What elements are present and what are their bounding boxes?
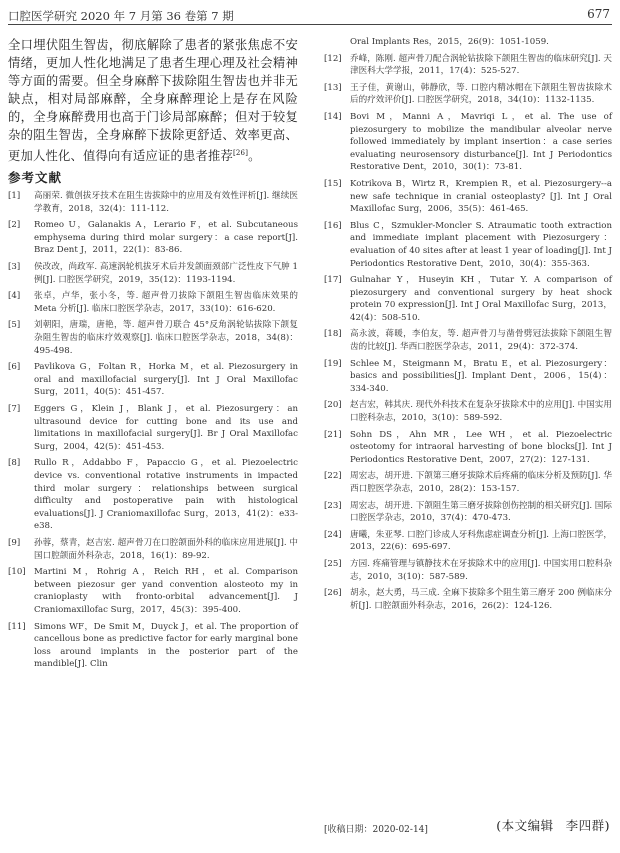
reference-number: [18]	[324, 329, 342, 340]
reference-number: [7]	[8, 404, 21, 414]
left-column	[8, 36, 298, 675]
reference-number: [26]	[324, 588, 342, 599]
references-list-left	[8, 190, 298, 671]
reference-item	[8, 319, 298, 357]
references-heading: 参考文献	[8, 170, 63, 186]
reference-text: 高永波，蒋暖，李伯友，等. 超声骨刀与凿骨劈冠法拔除下颌阻生智齿的比较[J]. 华西口腔医学杂志，2011，29(4)：372-374.	[350, 329, 612, 353]
reference-number: [15]	[324, 178, 342, 189]
reference-text: 方园. 疼痛管理与镇静技术在牙拔除术中的应用[J]. 中国实用口腔科杂志，2010，3(10)：587-589.	[350, 558, 612, 582]
reference-number: [14]	[324, 111, 342, 122]
reference-text: Martini M，Rohrig A，Reich RH，et al. Comparison between piezosur ger yand convention alosteoto my in cranioplasty with fronto-orbital advancement[J]. J Craniomaxillofac Surg，2017，45(3)：395-400.	[34, 567, 298, 615]
reference-number: [24]	[324, 529, 342, 540]
editor-label: (本文编辑	[496, 818, 554, 833]
reference-text: Romeo U，Galanakis A，Lerario F，et al. Subcutaneous emphysema during third molar surgery：a case report[J]. Braz Dent J，2011，22(1)：83-86.	[34, 220, 298, 256]
page-number: 677	[587, 7, 610, 21]
reference-item	[324, 529, 612, 554]
reference-item	[8, 190, 298, 215]
reference-text: Pavlikova G，Foltan R，Horka M，et al. Piezosurgery in oral and maxillofacial surgery[J]. Int J Oral Maxillofac Surg，2011，40(5)：451-457.	[34, 362, 298, 398]
reference-text: Blus C，Szmukler-Moncler S. Atraumatic tooth extraction and immediate implant placement with Piezosurgery：evaluation of 40 sites after at least 1 year of loading[J]. Int J Periodontics Restorative Dent，2010，30(4)：355-363.	[350, 220, 612, 269]
reference-item	[8, 290, 298, 315]
reference-number: [21]	[324, 429, 342, 440]
reference-number: [10]	[8, 567, 26, 578]
reference-text: 王子佳，黄谢山，韩静欣，等. 口腔内精冰帽在下颌阻生智齿拔除术后的疗效评价[J]. 口腔医学研究，2018，34(10)：1132-1135.	[350, 82, 612, 106]
reference-item	[8, 537, 298, 562]
reference-item	[8, 621, 298, 671]
editor-credit	[484, 816, 610, 834]
reference-text: Oral Implants Res，2015，26(9)：1051-1059.	[350, 37, 549, 47]
reference-number: [22]	[324, 471, 342, 482]
reference-number: [17]	[324, 275, 342, 286]
reference-number: [11]	[8, 621, 26, 632]
reference-text: 乔峰，陈刚. 超声骨刀配合涡轮钻拔除下颌阻生智齿的临床研究[J]. 天津医科大学学报，2011，17(4)：525-527.	[350, 53, 612, 77]
body-paragraph: 全口埋伏阻生智齿，彻底解除了患者的紧张焦虑不安情绪，更加人性化地满足了患者生理心理及社会精神等方面的需要。但全身麻醉下拔除阻生智齿也并非无缺点，相对局部麻醉，全身麻醉理论上是存在风险的，全身麻醉费用也高于门诊局部麻醉；但对于较复杂的阻生智齿，全身麻醉下拔除更舒适、效率更高、更加人性化、值得向有适应证的患者推荐[26]。	[8, 38, 298, 164]
reference-item	[8, 261, 298, 286]
reference-number: [19]	[324, 358, 342, 369]
reference-text: Kotrikova B，Wirtz R，Krempien R，et al. Piezosurgery--a new safe technique in cranial osteoplasty? [J]. Int J Oral Maxillofac Surg，2006，35(5)：461-465.	[350, 178, 612, 215]
reference-item	[8, 566, 298, 616]
received-date: [收稿日期：2020-02-14]	[324, 825, 428, 835]
reference-number: [16]	[324, 220, 342, 231]
reference-item	[324, 82, 612, 107]
reference-number: [6]	[8, 362, 21, 373]
reference-text: 唐曦，朱亚琴. 口腔门诊成人牙科焦虑症调查分析[J]. 上海口腔医学，2013，22(6)：695-697.	[350, 529, 612, 553]
reference-item	[8, 361, 298, 399]
reference-text: 刘朝阳，唐瑞，唐艳，等. 超声骨刀联合 45°反角涡轮钻拔除下颌复杂阻生智齿的临床疗效观察[J]. 临床口腔医学杂志，2018，34(8)：495-498.	[34, 320, 298, 356]
reference-text: Rullo R，Addabbo F，Papaccio G，et al. Piezoelectric device vs. conventional rotative instruments in impacted third molar surgery：relationships between surgical difficulty and postoperative pain with histological evaluations[J]. J Craniomaxillofac Surg，2013，41(2)：e33-e38.	[34, 458, 298, 532]
reference-item	[8, 219, 298, 257]
reference-text: Simons WF，De Smit M，Duyck J，et al. The proportion of cancellous bone as predictive factor for early marginal bone loss around implants in the posterior part of the mandible[J]. Clin	[34, 621, 298, 670]
reference-text: 周宏志，胡开进. 下颌阻生第三磨牙拔除创伤控制的相关研究[J]. 国际口腔医学杂志，2010，37(4)：470-473.	[350, 500, 612, 524]
reference-number: [3]	[8, 262, 21, 273]
citation-superscript[interactable]: [26]	[232, 149, 249, 157]
reference-item	[324, 178, 612, 216]
reference-item	[324, 587, 612, 612]
editor-name: 李四群)	[565, 818, 610, 833]
reference-number: [5]	[8, 320, 21, 331]
reference-item	[324, 429, 612, 467]
reference-number: [1]	[8, 191, 21, 202]
reference-text: Sohn DS，Ahn MR，Lee WH，et al. Piezoelectric osteotomy for intraoral harvesting of bone blocks[J]. Int J Periodontics Restorative Dent，2007，27(2)：127-131.	[350, 429, 612, 465]
right-column	[324, 36, 612, 616]
reference-item	[324, 328, 612, 353]
reference-text: Gulnahar Y，Huseyin KH，Tutar Y. A comparison of piezosurgery and conventional surgery by heat shock protein 70 expression[J]. Int J Oral Maxillofac Surg，2013，42(4)：508-510.	[350, 275, 612, 323]
reference-number: [9]	[8, 537, 21, 548]
reference-text: 胡永，赵大勇，马三成. 全麻下拔除多个阻生第三磨牙 200 例临床分析[J]. 口腔颌面外科杂志，2016，26(2)：124-126.	[350, 588, 612, 611]
reference-item	[324, 220, 612, 270]
reference-number: [25]	[324, 558, 342, 569]
reference-text: 周宏志，胡开进. 下颌第三磨牙拔除术后疼痛的临床分析及预防[J]. 华西口腔医学杂志，2010，28(2)：153-157.	[350, 471, 612, 494]
reference-number: [23]	[324, 500, 342, 511]
reference-item	[324, 470, 612, 495]
reference-text: 高丽荣. 微创拔牙技术在阻生齿拔除中的应用及有效性评析[J]. 继续医学教育，2018，32(4)：111-112.	[34, 191, 298, 214]
reference-number: [4]	[8, 291, 21, 302]
reference-text: 孙蓉，蔡青，赵吉宏. 超声骨刀在口腔颌面外科的临床应用进展[J]. 中国口腔颌面外科杂志，2018，16(1)：89-92.	[34, 537, 298, 561]
reference-number: [13]	[324, 82, 342, 93]
reference-item	[324, 558, 612, 583]
journal-issue: 口腔医学研究 2020 年 7 月第 36 卷第 7 期	[8, 9, 234, 23]
reference-number: [12]	[324, 53, 342, 64]
reference-text: 张卓，卢华，张小冬，等. 超声骨刀拔除下颌阻生智齿临床效果的 Meta 分析[J]. 临床口腔医学杂志，2017，33(10)：616-620.	[34, 291, 298, 314]
reference-item	[324, 53, 612, 78]
reference-text: 侯改改，尚政军. 高速涡轮机拔牙术后并发颌面颈部广泛性皮下气肿 1 例[J]. 口腔医学研究，2019，35(12)：1193-1194.	[34, 262, 298, 285]
reference-item	[324, 111, 612, 174]
reference-item	[324, 36, 612, 49]
reference-number: [8]	[8, 458, 21, 469]
reference-text: Eggers G，Klein J，Blank J，et al. Piezosurgery：an ultrasound device for cutting bone and its use and limitations in maxillofacial surgery[J]. Br J Oral Maxillofac Surg，2004，42(5)：451-453.	[34, 404, 298, 452]
reference-text: Bovi M，Manni A，Mavriqi L，et al. The use of piezosurgery to mobilize the mandibular alveolar nerve followed immediately by implant insertion：a case series evaluating neurosensory disturbance[J]. Int J Periodontics Restorative Dent，2010，30(1)：73-81.	[350, 111, 612, 173]
page-header	[8, 4, 612, 25]
reference-number: [2]	[8, 220, 21, 231]
reference-text: Schlee M，Steigmann M，Bratu E，et al. Piezosurgery：basics and possibilities[J]. Implant Dent，2006，15(4)：334-340.	[350, 358, 612, 394]
reference-number: [20]	[324, 400, 342, 411]
reference-item	[324, 399, 612, 424]
reference-text: 赵吉宏，韩其庆. 现代外科技术在复杂牙拔除术中的应用[J]. 中国实用口腔科杂志，2010，3(10)：589-592.	[350, 400, 612, 424]
reference-item	[324, 274, 612, 324]
reference-item	[324, 500, 612, 525]
references-list-right	[324, 36, 612, 612]
reference-item	[8, 403, 298, 453]
reference-item	[8, 457, 298, 533]
reference-item	[324, 358, 612, 396]
